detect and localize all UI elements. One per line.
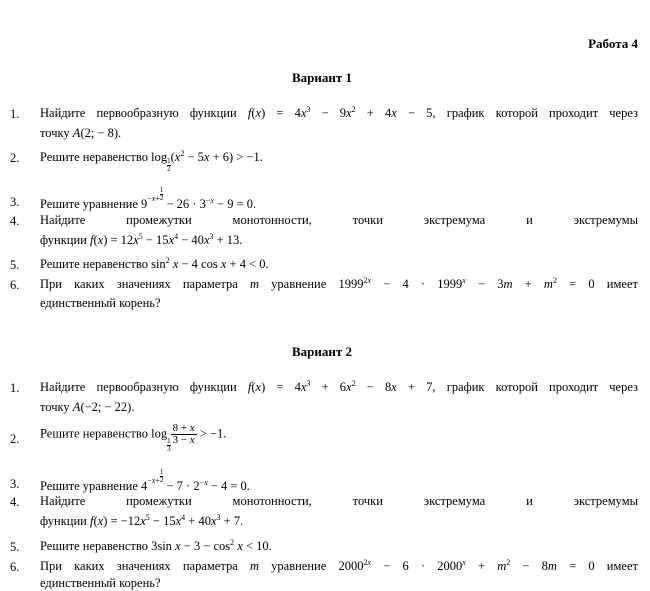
variant-2-title: Вариант 2 [292, 344, 353, 359]
task-number: 5. [10, 540, 20, 554]
task-text: При каких значениях параметра m уравнение $1999^{2x} - 4 \cdot 1999^x - 3m + m^2 = 0$ имеет [40, 276, 638, 291]
task-text: Найдите промежутки монотонности, точки экстремума и экстремумы [40, 494, 638, 508]
task-text: Решите неравенство log $\frac{1}{3}$ $\frac{8 + x}{3 - x}$ > −1. [40, 422, 227, 454]
work-title: Работа 4 [588, 36, 638, 51]
task-number: 5. [10, 258, 20, 272]
task-number: 3. [10, 477, 20, 491]
task-text-cont: единственный корень? [40, 296, 161, 310]
task-text: Решите уравнение $9^{-x+ \frac{1}{2}}$ − $26 \cdot 3^{-x} - 9 = 0$. [40, 186, 257, 211]
task-number: 2. [10, 151, 20, 165]
task-number: 4. [10, 214, 20, 228]
task-text-cont: функции $f(x) = -12x^5 - 15x^4 + 40x^3 + 7$. [40, 513, 244, 528]
task-text-cont: функции $f(x) = 12x^5 - 15x^4 - 40x^3 + 13$. [40, 232, 243, 247]
task-text: Решите неравенство log $\frac{1}{2}$ $(x^2 - 5x + 6) > -1$. [40, 149, 263, 173]
task-text: Найдите первообразную функции $f(x) = 4x^3 + 6x^2 - 8x + 7$, график которой проходит через [40, 379, 638, 394]
task-number: 1. [10, 107, 20, 121]
task-text: Решите неравенство 3sin $x - 3 - \cos^2 x < 10$. [40, 538, 272, 553]
task-number: 6. [10, 560, 20, 574]
task-text: Решите уравнение $4^{-x+ \frac{1}{2}}$ − $7 \cdot 2^{-x} - 4 = 0$. [40, 468, 250, 493]
task-text-cont: точку A(2; − 8). [40, 126, 122, 140]
task-number: 1. [10, 381, 20, 395]
variant-1-title: Вариант 1 [292, 70, 353, 85]
task-text-cont: точку A(−2; − 22). [40, 400, 135, 414]
task-text: Решите неравенство $\sin^2 x - 4$ cos x + 4 < 0. [40, 256, 269, 271]
task-number: 2. [10, 432, 20, 446]
task-text: При каких значениях параметра m уравнение $2000^{2x} - 6 \cdot 2000^x + m^2 - 8m = 0$ имеет [40, 558, 638, 573]
task-number: 6. [10, 278, 20, 292]
task-text: Найдите первообразную функции $f(x) = 4x^3 - 9x^2 + 4x - 5$, график которой проходит через [40, 105, 638, 120]
task-text: Найдите промежутки монотонности, точки экстремума и экстремумы [40, 213, 638, 227]
task-text-cont: единственный корень? [40, 576, 161, 590]
task-number: 3. [10, 195, 20, 209]
task-number: 4. [10, 495, 20, 509]
